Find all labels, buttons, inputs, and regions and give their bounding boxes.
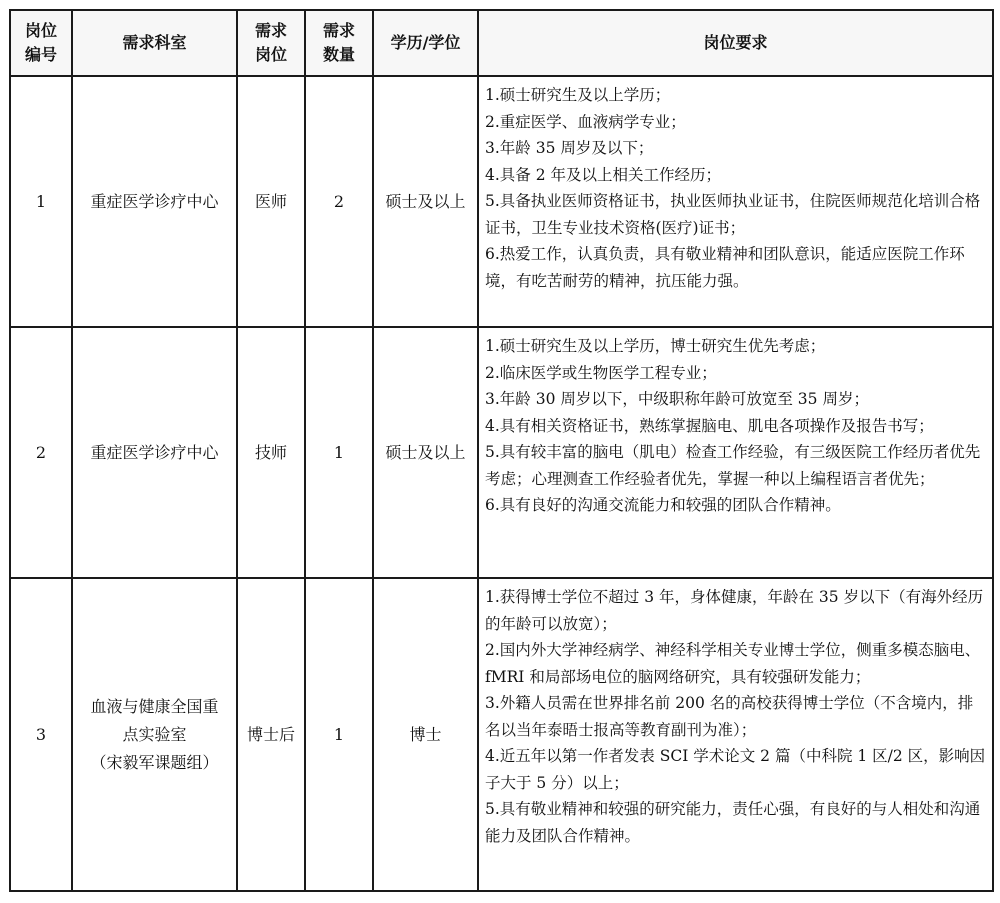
header-department: 需求科室 [72,10,237,76]
header-count [305,10,373,76]
requirement-item: 6.具有良好的沟通交流能力和较强的团队合作精神。 [485,496,841,514]
table-row [10,578,993,891]
cell-requirements [478,76,993,327]
cell-education: 硕士及以上 [373,76,478,327]
recruitment-table [9,9,994,892]
requirement-item: 1.硕士研究生及以上学历，博士研究生优先考虑； [485,337,826,355]
requirement-item: 2.国内外大学神经病学、神经科学相关专业博士学位，侧重多模态脑电、fMRI 和局部场电位的脑网络研究，具有较强研发能力； [485,641,981,686]
cell-department [72,76,237,327]
table-row [10,327,993,578]
header-position-id-line: 编号 [24,45,57,64]
requirement-item: 3.年龄 30 周岁以下，中级职称年龄可放宽至 35 周岁； [485,390,869,408]
cell-count: 1 [305,578,373,891]
department-line: 重症医学诊疗中心 [90,442,219,462]
header-count-line: 需求 [322,21,355,40]
cell-position: 医师 [237,76,305,327]
requirement-item: 3.外籍人员需在世界排名前 200 名的高校获得博士学位（不含境内，排名以当年泰晤士报高等教育副刊为准）； [485,694,974,739]
table-row [10,76,993,327]
cell-department [72,327,237,578]
requirement-item: 1.硕士研究生及以上学历； [485,86,671,104]
requirement-item: 2.临床医学或生物医学工程专业； [485,363,717,382]
header-row [10,10,993,76]
cell-requirements [478,578,993,891]
cell-position: 技师 [237,327,305,578]
header-education: 学历/学位 [373,10,478,76]
department-line: 重症医学诊疗中心 [90,191,219,211]
requirement-item: 2.重症医学、血液病学专业； [485,112,686,131]
cell-count: 2 [305,76,373,327]
requirement-item: 5.具有较丰富的脑电（肌电）检查工作经验，有三级医院工作经历者优先考虑；心理测查工作经验者优先，掌握一种以上编程语言者优先； [485,443,981,488]
requirement-item: 4.近五年以第一作者发表 SCI 学术论文 2 篇（中科院 1 区/2 区，影响因子大于 5 分）以上； [485,747,986,792]
department-line: （宋毅军课题组） [90,752,219,772]
requirement-item: 4.具备 2 年及以上相关工作经历； [485,165,722,184]
requirement-item: 3.年龄 35 周岁及以下； [485,139,654,157]
requirement-item: 5.具备执业医师资格证书，执业医师执业证书，住院医师规范化培训合格证书，卫生专业技术资格(医疗)证书； [485,192,981,237]
requirement-item: 5.具有敬业精神和较强的研究能力，责任心强，有良好的与人相处和沟通能力及团队合作精神。 [485,800,981,845]
header-position-line: 需求 [254,21,287,40]
header-position [237,10,305,76]
recruitment-table-container [9,9,994,892]
header-position-id [10,10,72,76]
requirement-item: 1.获得博士学位不超过 3 年，身体健康，年龄在 35 岁以下（有海外经历的年龄可以放宽）； [485,588,984,633]
header-count-line: 数量 [322,45,355,64]
cell-department [72,578,237,891]
cell-count: 1 [305,327,373,578]
requirement-item: 6.热爱工作，认真负责，具有敬业精神和团队意识，能适应医院工作环境，有吃苦耐劳的精神，抗压能力强。 [485,245,965,290]
requirement-item: 4.具有相关资格证书，熟练掌握脑电、肌电各项操作及报告书写； [485,416,934,435]
department-line: 点实验室 [122,724,187,744]
header-requirements: 岗位要求 [478,10,993,76]
cell-requirements [478,327,993,578]
header-position-id-line: 岗位 [24,21,57,40]
cell-position-id: 3 [10,578,72,891]
header-position-line: 岗位 [254,45,287,64]
cell-education: 博士 [373,578,478,891]
department-line: 血液与健康全国重 [90,696,219,716]
cell-position-id: 2 [10,327,72,578]
cell-position: 博士后 [237,578,305,891]
cell-education: 硕士及以上 [373,327,478,578]
cell-position-id: 1 [10,76,72,327]
